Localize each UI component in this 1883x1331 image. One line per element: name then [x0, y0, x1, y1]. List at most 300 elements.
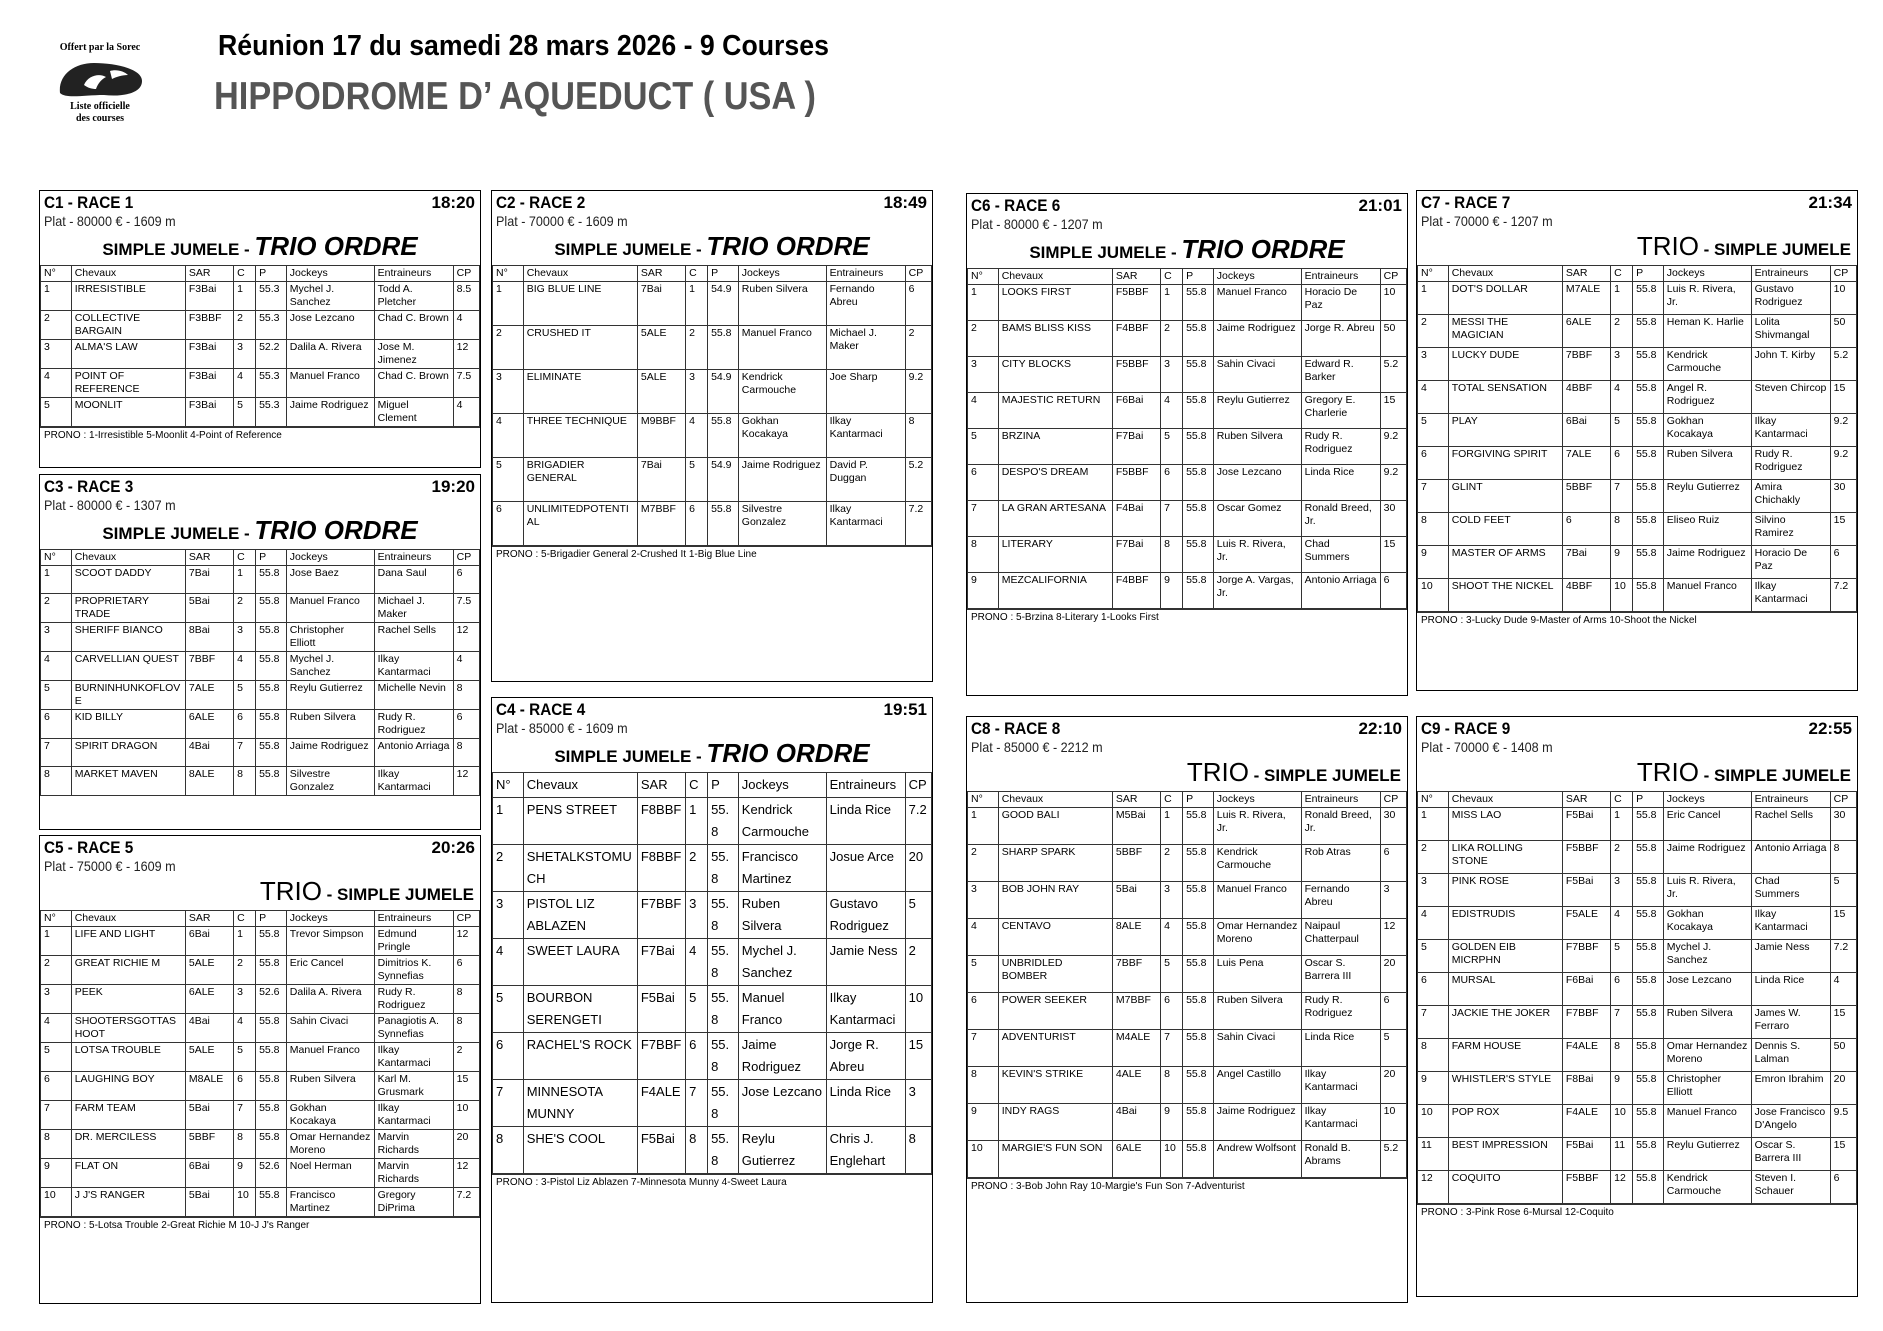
col-jockey: Manuel Franco [1213, 882, 1301, 919]
venue-title: HIPPODROME D’ AQUEDUCT ( USA ) [214, 75, 816, 118]
col-cp: 30 [1830, 808, 1856, 841]
col-p: 55.8 [256, 594, 287, 623]
col-c: 1 [686, 798, 708, 845]
race-time: 20:26 [431, 838, 475, 857]
table-row [41, 1043, 480, 1072]
col-cp: 10 [1830, 282, 1856, 315]
col-c: 9 [1161, 1104, 1183, 1141]
col-jockey: Jaime Rodriguez [286, 398, 374, 427]
col-horse-header: Chevaux [71, 266, 185, 282]
col-jockey: Luis R. Rivera, Jr. [1663, 874, 1751, 907]
col-horse: KID BILLY [71, 710, 185, 739]
col-p: 54.9 [708, 458, 739, 502]
col-trainer: Linda Rice [826, 798, 905, 845]
col-num: 5 [1418, 940, 1449, 973]
col-trainer: Ilkay Kantarmaci [1751, 907, 1830, 940]
col-sar: 4BBF [1562, 579, 1610, 612]
col-sar: 4Bai [185, 1014, 233, 1043]
col-horse: BIG BLUE LINE [523, 282, 637, 326]
col-jockey: Jaime Rodriguez [1213, 321, 1301, 357]
col-jockey: Luis R. Rivera, Jr. [1663, 282, 1751, 315]
col-cp: 8 [1830, 841, 1856, 874]
col-num: 9 [968, 573, 999, 609]
col-cp: 10 [1380, 285, 1406, 321]
col-cp-header: CP [1830, 266, 1856, 282]
table-row [493, 1080, 932, 1127]
col-c: 8 [234, 1130, 256, 1159]
bet-types [967, 755, 1407, 791]
col-c: 4 [1611, 907, 1633, 940]
col-num: 5 [41, 681, 72, 710]
col-p: 55.8 [1183, 845, 1214, 882]
col-cp: 15 [905, 1033, 931, 1080]
col-jockey: Omar Hernandez Moreno [1663, 1039, 1751, 1072]
prono-text: PRONO : 5-Brigadier General 2-Crushed It 1-Big Blue Line [492, 546, 932, 562]
col-sar: F4ALE [1562, 1039, 1610, 1072]
col-p: 55.8 [708, 892, 739, 939]
col-trainer: Ilkay Kantarmaci [374, 1043, 453, 1072]
col-sar-header: SAR [1112, 269, 1160, 285]
race-name: C7 - RACE 7 [1421, 193, 1511, 212]
race-distance: Plat - 70000 € - 1609 m [496, 213, 628, 229]
col-p-header: P [256, 266, 287, 282]
table-row [1418, 907, 1857, 940]
col-sar: 7Bai [637, 282, 685, 326]
race-header [492, 191, 932, 229]
col-sar: 4Bai [185, 739, 233, 767]
col-num: 3 [968, 882, 999, 919]
table-row [1418, 808, 1857, 841]
col-jockey: Ruben Silvera [1213, 993, 1301, 1030]
col-horse: FLAT ON [71, 1159, 185, 1188]
col-cp: 5.2 [905, 458, 931, 502]
table-row [1418, 315, 1857, 348]
col-trainer: Oscar S. Barrera III [1301, 956, 1380, 993]
col-cp: 20 [905, 845, 931, 892]
col-sar: 7ALE [1562, 447, 1610, 480]
col-c: 6 [1161, 993, 1183, 1030]
col-sar: 6ALE [1562, 315, 1610, 348]
col-trainer: James W. Ferraro [1751, 1006, 1830, 1039]
col-c: 5 [686, 458, 708, 502]
col-c: 6 [234, 1072, 256, 1101]
col-cp: 8 [905, 414, 931, 458]
col-num: 2 [1418, 315, 1449, 348]
race-distance: Plat - 70000 € - 1207 m [1421, 213, 1553, 229]
col-horse: DOT'S DOLLAR [1448, 282, 1562, 315]
col-jockey: Dalila A. Rivera [286, 985, 374, 1014]
col-trainer: Antonio Arriaga [374, 739, 453, 767]
table-row [1418, 1072, 1857, 1105]
table-row [968, 537, 1407, 573]
col-trainer: John T. Kirby [1751, 348, 1830, 381]
col-cp: 15 [453, 1072, 479, 1101]
col-horse: GOOD BALI [998, 808, 1112, 845]
table-row [41, 1014, 480, 1043]
sorec-logo [40, 40, 160, 148]
bet-simple-jumele: SIMPLE JUMELE - [1029, 243, 1182, 262]
runners-table [40, 549, 480, 796]
col-jockey-header: Jockeys [1663, 266, 1751, 282]
col-horse: KEVIN'S STRIKE [998, 1067, 1112, 1104]
col-num: 3 [41, 623, 72, 652]
logo-bottom-line2: des courses [75, 113, 125, 124]
col-cp: 7.5 [453, 369, 479, 398]
col-jockey: Trevor Simpson [286, 927, 374, 956]
col-num: 1 [41, 282, 72, 311]
col-sar: F5BBF [1562, 1171, 1610, 1204]
col-num: 6 [968, 465, 999, 501]
col-sar: F5BBF [1112, 357, 1160, 393]
col-c: 6 [1611, 973, 1633, 1006]
table-row [493, 892, 932, 939]
col-horse: FARM HOUSE [1448, 1039, 1562, 1072]
col-p: 55.8 [1633, 348, 1664, 381]
bet-simple-jumele: SIMPLE JUMELE - [554, 240, 707, 259]
table-row [41, 956, 480, 985]
col-jockey: Francisco Martinez [286, 1188, 374, 1217]
col-sar: 5BBF [1562, 480, 1610, 513]
col-c: 6 [686, 1033, 708, 1080]
col-horse: BRIGADIER GENERAL [523, 458, 637, 502]
col-p: 55.8 [1633, 282, 1664, 315]
col-c: 2 [1611, 315, 1633, 348]
col-cp: 5.2 [1380, 1141, 1406, 1178]
col-p: 55.3 [256, 398, 287, 427]
col-trainer: Antonio Arriaga [1751, 841, 1830, 874]
col-jockey: Ruben Silvera [286, 710, 374, 739]
col-cp: 7.2 [905, 502, 931, 546]
race-header [967, 717, 1407, 755]
logo-bottom-line1: Liste officielle [70, 101, 130, 112]
col-horse: PINK ROSE [1448, 874, 1562, 907]
col-c: 4 [1161, 919, 1183, 956]
col-trainer: Jorge R. Abreu [1301, 321, 1380, 357]
col-sar: F5Bai [1562, 1138, 1610, 1171]
race-name: C8 - RACE 8 [971, 719, 1061, 738]
col-jockey: Jaime Rodriguez [1663, 546, 1751, 579]
col-sar: 6Bai [185, 1159, 233, 1188]
col-cp: 30 [1380, 808, 1406, 845]
col-p: 55.8 [1633, 447, 1664, 480]
col-c: 8 [686, 1127, 708, 1174]
col-p: 55.8 [256, 652, 287, 681]
col-c: 4 [1611, 381, 1633, 414]
col-p: 55.8 [1633, 907, 1664, 940]
bet-types [967, 232, 1407, 268]
col-cp: 2 [905, 326, 931, 370]
col-horse: THREE TECHNIQUE [523, 414, 637, 458]
bet-trio-ordre: TRIO ORDRE [254, 515, 418, 545]
col-num: 5 [1418, 414, 1449, 447]
col-sar: 7Bai [185, 566, 233, 594]
col-p: 55.8 [1183, 321, 1214, 357]
col-trainer: Rudy R. Rodriguez [1751, 447, 1830, 480]
col-horse: SHETALKSTOMUCH [523, 845, 637, 892]
col-num: 1 [1418, 808, 1449, 841]
table-row [968, 573, 1407, 609]
col-p: 55.8 [1633, 1006, 1664, 1039]
col-c: 6 [234, 710, 256, 739]
col-sar: 4Bai [1112, 1104, 1160, 1141]
col-jockey-header: Jockeys [738, 266, 826, 282]
col-sar: 7BBF [185, 652, 233, 681]
col-sar: 5ALE [637, 370, 685, 414]
col-c: 9 [1611, 546, 1633, 579]
race-card-c7 [1416, 190, 1858, 691]
col-horse: LITERARY [998, 537, 1112, 573]
col-jockey: Ruben Silvera [1663, 447, 1751, 480]
col-sar: F5Bai [637, 986, 685, 1033]
col-p: 55.8 [1183, 956, 1214, 993]
col-c: 2 [234, 594, 256, 623]
col-num: 4 [41, 1014, 72, 1043]
col-p-header: P [1633, 266, 1664, 282]
prono-text: PRONO : 3-Bob John Ray 10-Margie's Fun Son 7-Adventurist [967, 1178, 1407, 1194]
col-c: 7 [234, 739, 256, 767]
table-row [41, 927, 480, 956]
table-row [1418, 1171, 1857, 1204]
col-jockey: Gokhan Kocakaya [1663, 414, 1751, 447]
col-horse: ALMA'S LAW [71, 340, 185, 369]
table-row [493, 1033, 932, 1080]
col-jockey: Sahin Civaci [1213, 357, 1301, 393]
race-header [1417, 191, 1857, 229]
col-num: 3 [493, 370, 524, 414]
col-trainer-header: Entraineurs [1751, 792, 1830, 808]
table-row [41, 398, 480, 427]
col-trainer: Ilkay Kantarmaci [374, 767, 453, 796]
col-trainer: Ronald B. Abrams [1301, 1141, 1380, 1178]
col-jockey-header: Jockeys [738, 773, 826, 798]
col-horse: GREAT RICHIE M [71, 956, 185, 985]
col-p: 55.8 [1633, 841, 1664, 874]
col-p: 55.8 [1633, 973, 1664, 1006]
col-horse: LA GRAN ARTESANA [998, 501, 1112, 537]
col-p: 52.6 [256, 985, 287, 1014]
col-p: 55.8 [1633, 940, 1664, 973]
col-cp: 7.2 [1830, 940, 1856, 973]
col-horse-header: Chevaux [71, 550, 185, 566]
col-p: 55.8 [1633, 808, 1664, 841]
col-jockey: Mychel J. Sanchez [1663, 940, 1751, 973]
col-sar: 7BBF [1562, 348, 1610, 381]
col-cp: 50 [1830, 1039, 1856, 1072]
col-trainer: Michael J. Maker [826, 326, 905, 370]
col-p: 52.6 [256, 1159, 287, 1188]
col-num: 3 [1418, 348, 1449, 381]
race-time: 18:20 [431, 193, 475, 212]
bet-trio-ordre: TRIO ORDRE [706, 231, 870, 261]
col-c: 1 [1611, 282, 1633, 315]
table-row [1418, 940, 1857, 973]
col-p: 55.8 [1183, 1141, 1214, 1178]
col-cp: 50 [1380, 321, 1406, 357]
col-num: 8 [493, 1127, 524, 1174]
col-jockey: Noel Herman [286, 1159, 374, 1188]
col-c-header: C [1611, 792, 1633, 808]
col-num: 7 [41, 739, 72, 767]
col-cp: 20 [1380, 956, 1406, 993]
table-row [968, 956, 1407, 993]
col-jockey: Manuel Franco [1663, 1105, 1751, 1138]
col-trainer-header: Entraineurs [1301, 792, 1380, 808]
col-trainer: Miguel Clement [374, 398, 453, 427]
prono-text: PRONO : 5-Lotsa Trouble 2-Great Richie M 10-J J's Ranger [40, 1217, 480, 1233]
col-c: 6 [1611, 447, 1633, 480]
col-horse: LAUGHING BOY [71, 1072, 185, 1101]
table-row [1418, 513, 1857, 546]
col-num: 4 [1418, 907, 1449, 940]
col-num: 2 [1418, 841, 1449, 874]
col-horse: TOTAL SENSATION [1448, 381, 1562, 414]
col-trainer: Edmund Pringle [374, 927, 453, 956]
col-cp: 8 [453, 681, 479, 710]
col-num: 8 [1418, 1039, 1449, 1072]
col-trainer: Ilkay Kantarmaci [1301, 1104, 1380, 1141]
horse-logo-icon [54, 55, 146, 101]
col-jockey: Sahin Civaci [1213, 1030, 1301, 1067]
col-jockey: Kendrick Carmouche [738, 370, 826, 414]
col-c: 2 [1161, 321, 1183, 357]
col-trainer: Michelle Nevin [374, 681, 453, 710]
col-c: 9 [1161, 573, 1183, 609]
col-jockey: Ruben Silvera [738, 892, 826, 939]
col-horse: SCOOT DADDY [71, 566, 185, 594]
col-horse: BOURBON SERENGETI [523, 986, 637, 1033]
table-header-row [41, 266, 480, 282]
col-p: 55.8 [256, 710, 287, 739]
table-row [968, 845, 1407, 882]
col-horse: UNBRIDLED BOMBER [998, 956, 1112, 993]
col-num-header: N° [968, 269, 999, 285]
col-cp: 3 [905, 1080, 931, 1127]
col-p-header: P [256, 550, 287, 566]
table-row [1418, 381, 1857, 414]
col-num: 7 [1418, 1006, 1449, 1039]
col-horse: MISS LAO [1448, 808, 1562, 841]
race-name: C3 - RACE 3 [44, 477, 134, 496]
col-p: 55.3 [256, 311, 287, 340]
col-cp: 6 [453, 566, 479, 594]
race-card-c2 [491, 190, 933, 682]
col-sar: 4ALE [1112, 1067, 1160, 1104]
col-trainer: Jose M. Jimenez [374, 340, 453, 369]
col-num: 3 [41, 340, 72, 369]
col-trainer: Amira Chichakly [1751, 480, 1830, 513]
col-horse: PLAY [1448, 414, 1562, 447]
col-num: 7 [1418, 480, 1449, 513]
table-row [968, 285, 1407, 321]
col-trainer: Ilkay Kantarmaci [374, 652, 453, 681]
col-trainer: Marvin Richards [374, 1130, 453, 1159]
col-cp: 6 [1830, 546, 1856, 579]
col-c: 4 [686, 939, 708, 986]
col-trainer: Steven I. Schauer [1751, 1171, 1830, 1204]
table-row [41, 985, 480, 1014]
col-cp: 8 [453, 985, 479, 1014]
col-sar: 7ALE [185, 681, 233, 710]
col-sar: 6Bai [185, 927, 233, 956]
col-p: 55.8 [1183, 393, 1214, 429]
prono-text: PRONO : 5-Brzina 8-Literary 1-Looks First [967, 609, 1407, 625]
col-num: 8 [968, 537, 999, 573]
col-num: 6 [1418, 973, 1449, 1006]
col-c: 6 [686, 502, 708, 546]
col-horse: BEST IMPRESSION [1448, 1138, 1562, 1171]
col-cp: 5 [1830, 874, 1856, 907]
col-trainer: Gregory DiPrima [374, 1188, 453, 1217]
col-trainer: Silvino Ramirez [1751, 513, 1830, 546]
col-sar: F4ALE [637, 1080, 685, 1127]
table-header-row [1418, 792, 1857, 808]
col-sar: F7BBF [1562, 1006, 1610, 1039]
col-trainer-header: Entraineurs [374, 266, 453, 282]
col-cp: 5.2 [1830, 348, 1856, 381]
race-distance: Plat - 80000 € - 1307 m [44, 497, 176, 513]
col-cp: 8 [453, 739, 479, 767]
table-row [1418, 579, 1857, 612]
table-row [41, 369, 480, 398]
col-c: 5 [234, 681, 256, 710]
col-trainer: Steven Chircop [1751, 381, 1830, 414]
col-trainer: Rachel Sells [1751, 808, 1830, 841]
race-distance: Plat - 80000 € - 1207 m [971, 216, 1103, 232]
col-jockey: Jose Lezcano [1213, 465, 1301, 501]
col-num: 5 [41, 1043, 72, 1072]
col-c: 1 [1611, 808, 1633, 841]
col-sar: F5ALE [1562, 907, 1610, 940]
col-jockey: Reylu Gutierrez [286, 681, 374, 710]
col-num: 5 [968, 956, 999, 993]
col-jockey: Kendrick Carmouche [738, 798, 826, 845]
bet-trio-ordre: TRIO ORDRE [254, 231, 418, 261]
col-c: 2 [686, 845, 708, 892]
col-num: 8 [968, 1067, 999, 1104]
col-jockey: Manuel Franco [738, 986, 826, 1033]
col-cp: 12 [453, 340, 479, 369]
col-trainer: Rudy R. Rodriguez [374, 985, 453, 1014]
col-cp-header: CP [453, 266, 479, 282]
col-num: 4 [968, 919, 999, 956]
col-c: 2 [1611, 841, 1633, 874]
race-time: 22:10 [1358, 719, 1402, 738]
col-c: 5 [1611, 414, 1633, 447]
col-cp: 10 [1380, 1104, 1406, 1141]
col-sar: F7BBF [637, 892, 685, 939]
col-num: 4 [41, 369, 72, 398]
col-jockey: Ruben Silvera [286, 1072, 374, 1101]
col-num: 6 [41, 710, 72, 739]
col-c: 3 [1611, 874, 1633, 907]
col-num: 9 [41, 1159, 72, 1188]
col-jockey: Ruben Silvera [738, 282, 826, 326]
col-num-header: N° [41, 550, 72, 566]
col-num-header: N° [493, 266, 524, 282]
col-p: 55.8 [256, 681, 287, 710]
col-c: 8 [1161, 1067, 1183, 1104]
prono-text: PRONO : 3-Lucky Dude 9-Master of Arms 10-Shoot the Nickel [1417, 612, 1857, 628]
col-sar: F5Bai [1562, 874, 1610, 907]
col-sar: 6ALE [1112, 1141, 1160, 1178]
col-jockey: Christopher Elliott [1663, 1072, 1751, 1105]
table-row [1418, 1138, 1857, 1171]
table-row [41, 681, 480, 710]
col-horse: SHOOTERSGOTTASHOOT [71, 1014, 185, 1043]
table-row [41, 340, 480, 369]
col-num: 3 [1418, 874, 1449, 907]
col-cp: 7.2 [1830, 579, 1856, 612]
